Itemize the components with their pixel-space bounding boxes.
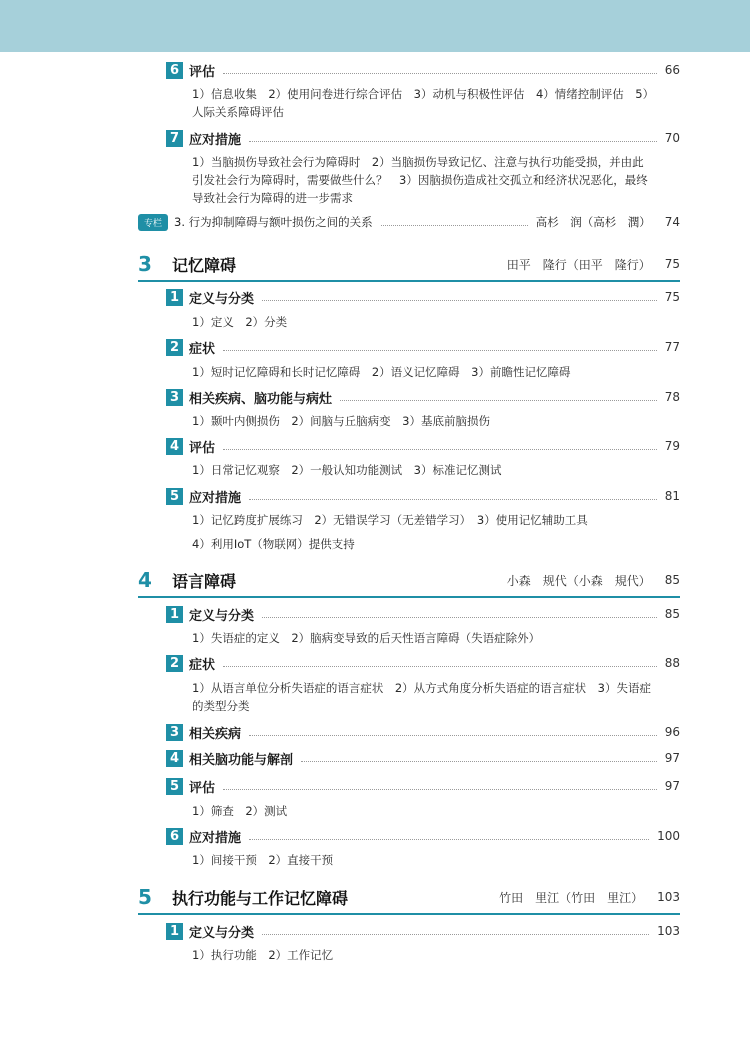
section-title: 评估 <box>189 780 216 796</box>
section-number-badge: 5 <box>166 488 183 505</box>
subsection-list: 1）筛查 2）测试 <box>192 804 288 818</box>
toc-section[interactable] <box>166 128 680 148</box>
dot-leader <box>381 225 528 226</box>
section-page-number: 79 <box>664 439 680 453</box>
section-number-badge: 6 <box>166 62 183 79</box>
toc-section[interactable] <box>166 436 680 456</box>
dot-leader <box>249 499 657 500</box>
chapter-number: 4 <box>138 568 152 592</box>
section-title: 相关脑功能与解剖 <box>189 752 294 768</box>
section-title: 应对措施 <box>189 830 242 846</box>
toc-section[interactable] <box>166 387 680 407</box>
toc-section[interactable] <box>166 653 680 673</box>
dot-leader <box>223 666 657 667</box>
section-title: 应对措施 <box>189 132 242 148</box>
section-title: 评估 <box>189 64 216 80</box>
toc-section[interactable] <box>166 60 680 80</box>
section-title: 定义与分类 <box>189 608 255 624</box>
section-number-badge: 6 <box>166 828 183 845</box>
column-page-number: 74 <box>664 215 680 229</box>
chapter-number: 5 <box>138 885 152 909</box>
toc-section[interactable] <box>166 722 680 742</box>
toc-section[interactable] <box>166 748 680 768</box>
section-number-badge: 2 <box>166 655 183 672</box>
chapter-divider <box>138 913 680 915</box>
toc-section[interactable] <box>166 604 680 624</box>
toc-section[interactable] <box>166 921 680 941</box>
section-page-number: 66 <box>664 63 680 77</box>
chapter-author: 田平 隆行（田平 隆行） <box>506 257 651 272</box>
chapter-divider <box>138 596 680 598</box>
chapter-heading[interactable] <box>138 884 680 910</box>
section-page-number: 97 <box>664 751 680 765</box>
section-page-number: 78 <box>664 390 680 404</box>
section-page-number: 97 <box>664 779 680 793</box>
subsection-list: 1）颞叶内侧损伤 2）间脑与丘脑病变 3）基底前脑损伤 <box>192 414 490 428</box>
toc-section[interactable] <box>166 287 680 307</box>
subsection-list: 1）短时记忆障碍和长时记忆障碍 2）语义记忆障碍 3）前瞻性记忆障碍 <box>192 365 571 379</box>
chapter-divider <box>138 280 680 282</box>
subsection-list: 1）间接干预 2）直接干预 <box>192 853 334 867</box>
section-title: 症状 <box>189 341 216 357</box>
section-page-number: 96 <box>664 725 680 739</box>
dot-leader <box>262 617 657 618</box>
dot-leader <box>249 839 649 840</box>
subsection-list: 1）日常记忆观察 2）一般认知功能测试 3）标准记忆测试 <box>192 463 502 477</box>
section-number-badge: 3 <box>166 389 183 406</box>
chapter-title: 记忆障碍 <box>172 255 237 275</box>
section-number-badge: 1 <box>166 923 183 940</box>
subsection-list: 1）信息收集 2）使用问卷进行综合评估 3）动机与积极性评估 4）情绪控制评估 5）人际关系障碍评估 <box>192 87 649 119</box>
section-title: 相关疾病、脑功能与病灶 <box>189 391 333 407</box>
section-number-badge: 7 <box>166 130 183 147</box>
header-band <box>0 0 750 52</box>
section-title: 定义与分类 <box>189 925 255 941</box>
toc-section[interactable] <box>166 486 680 506</box>
section-number-badge: 2 <box>166 339 183 356</box>
dot-leader <box>223 73 657 74</box>
column-author: 高杉 润（高杉 潤） <box>535 215 651 229</box>
toc-section[interactable] <box>166 776 680 796</box>
column-entry[interactable] <box>138 212 680 232</box>
chapter-title: 语言障碍 <box>172 571 237 591</box>
dot-leader <box>223 789 657 790</box>
section-page-number: 81 <box>664 489 680 503</box>
section-page-number: 75 <box>664 290 680 304</box>
dot-leader <box>301 761 657 762</box>
chapter-page-number: 85 <box>664 573 680 587</box>
section-title: 相关疾病 <box>189 726 242 742</box>
section-title: 应对措施 <box>189 490 242 506</box>
dot-leader <box>249 735 657 736</box>
chapter-number: 3 <box>138 252 152 276</box>
chapter-title: 执行功能与工作记忆障碍 <box>172 888 349 908</box>
section-page-number: 88 <box>664 656 680 670</box>
chapter-page-number: 103 <box>657 890 680 904</box>
section-number-badge: 1 <box>166 606 183 623</box>
chapter-author: 小森 规代（小森 規代） <box>506 573 651 588</box>
section-number-badge: 4 <box>166 750 183 767</box>
section-title: 评估 <box>189 440 216 456</box>
chapter-author: 竹田 里江（竹田 里江） <box>499 890 644 905</box>
section-page-number: 103 <box>657 924 680 938</box>
column-title: 3. 行为抑制障碍与额叶损伤之间的关系 <box>174 215 373 229</box>
subsection-list: 1）失语症的定义 2）脑病变导致的后天性语言障碍（失语症除外） <box>192 631 541 645</box>
dot-leader <box>249 141 657 142</box>
dot-leader <box>340 400 657 401</box>
dot-leader <box>223 449 657 450</box>
subsection-list: 1）执行功能 2）工作记忆 <box>192 948 334 962</box>
section-number-badge: 3 <box>166 724 183 741</box>
toc-section[interactable] <box>166 826 680 846</box>
subsection-list: 4）利用IoT（物联网）提供支持 <box>192 537 355 551</box>
section-title: 定义与分类 <box>189 291 255 307</box>
section-number-badge: 4 <box>166 438 183 455</box>
section-number-badge: 1 <box>166 289 183 306</box>
chapter-heading[interactable] <box>138 251 680 277</box>
chapter-heading[interactable] <box>138 567 680 593</box>
section-page-number: 77 <box>664 340 680 354</box>
dot-leader <box>262 300 657 301</box>
chapter-page-number: 75 <box>664 257 680 271</box>
section-title: 症状 <box>189 657 216 673</box>
section-page-number: 70 <box>664 131 680 145</box>
section-page-number: 100 <box>657 829 680 843</box>
section-page-number: 85 <box>664 607 680 621</box>
subsection-list: 1）从语言单位分析失语症的语言症状 2）从方式角度分析失语症的语言症状 3）失语症的类型分类 <box>192 681 651 713</box>
section-number-badge: 5 <box>166 778 183 795</box>
dot-leader <box>262 934 649 935</box>
subsection-list: 1）记忆跨度扩展练习 2）无错误学习（无差错学习） 3）使用记忆辅助工具 <box>192 513 588 527</box>
column-badge: 专栏 <box>138 214 168 231</box>
subsection-list: 1）当脑损伤导致社会行为障碍时 2）当脑损伤导致记忆、注意与执行功能受损，并由此引发社会行为障碍时，需要做些什么？ 3）因脑损伤造成社交孤立和经济状况恶化，最终导致社会行为障碍的进一步需求 <box>192 155 648 205</box>
dot-leader <box>223 350 657 351</box>
subsection-list: 1）定义 2）分类 <box>192 315 288 329</box>
toc-section[interactable] <box>166 337 680 357</box>
